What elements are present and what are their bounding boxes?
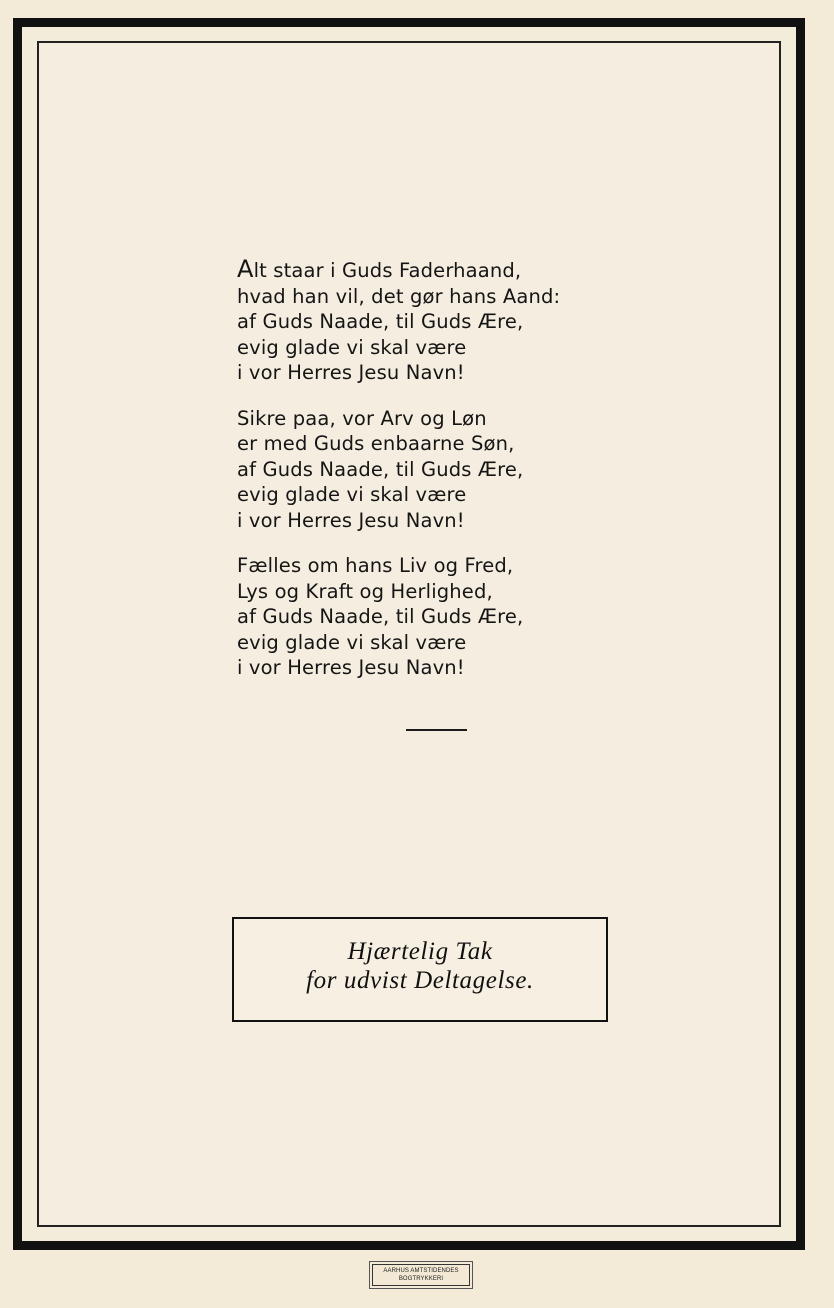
poem-line: Fælles om hans Liv og Fred, xyxy=(237,554,514,577)
poem-line: er med Guds enbaarne Søn, xyxy=(237,432,515,455)
poem-line: af Guds Naade, til Guds Ære, xyxy=(237,605,524,628)
poem-line: evig glade vi skal være xyxy=(237,483,467,506)
poem-line: i vor Herres Jesu Navn! xyxy=(237,361,465,384)
poem-stanza-3 xyxy=(237,553,617,681)
thanks-box xyxy=(232,917,608,1022)
separator-rule xyxy=(406,729,467,731)
poem-line: evig glade vi skal være xyxy=(237,630,467,654)
printer-imprint-line-2: BOGTRYKKERI xyxy=(398,1276,444,1282)
printer-imprint-line-1: AARHUS AMTSTIDENDES xyxy=(383,1268,459,1274)
poem-stanza-1 xyxy=(237,257,617,386)
poem-line: hvad han vil, det gør hans Aand: xyxy=(237,284,561,308)
poem-line: Alt staar i Guds Faderhaand, xyxy=(237,255,522,283)
initial-capital: A xyxy=(237,255,254,283)
printer-imprint xyxy=(372,1264,470,1286)
poem-stanza-2 xyxy=(237,406,617,534)
thanks-line-2: for udvist Deltagelse. xyxy=(306,967,534,994)
poem-line: af Guds Naade, til Guds Ære, xyxy=(237,457,524,481)
hymn-poem xyxy=(237,257,617,701)
poem-line: evig glade vi skal være xyxy=(237,335,467,359)
poem-line: Lys og Kraft og Herlighed, xyxy=(237,579,493,603)
poem-line: af Guds Naade, til Guds Ære, xyxy=(237,310,524,333)
poem-line: i vor Herres Jesu Navn! xyxy=(237,656,465,679)
thanks-line-1: Hjærtelig Tak xyxy=(347,938,493,965)
poem-line: i vor Herres Jesu Navn! xyxy=(237,508,465,532)
poem-line: Sikre paa, vor Arv og Løn xyxy=(237,406,487,430)
